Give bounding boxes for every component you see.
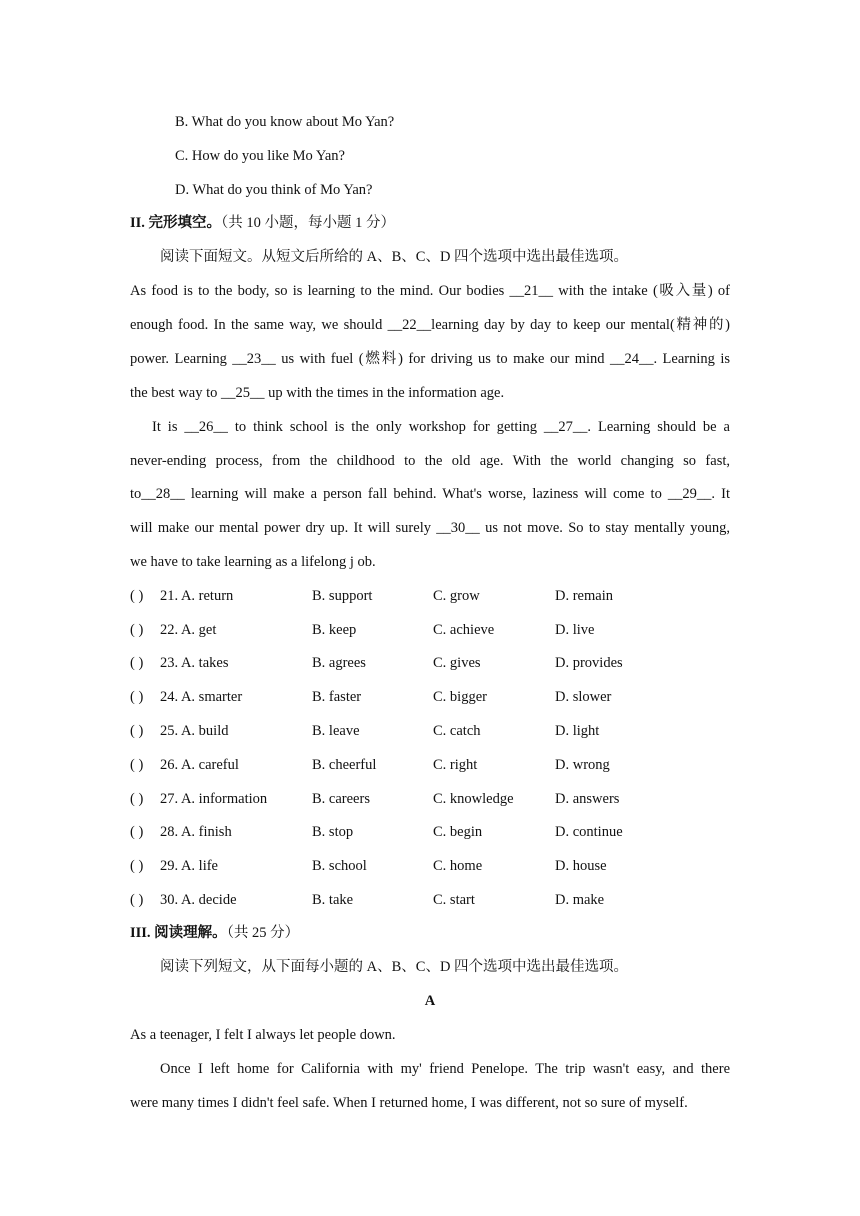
answer-blank[interactable]: ( ): [130, 622, 144, 638]
choice-b: B. stop: [312, 824, 354, 840]
cloze-line-6: never-ending process, from the childhood to the old age. With the world changing so fast,: [130, 453, 730, 469]
choice-c: C. grow: [433, 588, 480, 604]
question-row: [130, 822, 730, 842]
choice-d: D. remain: [555, 588, 613, 604]
choice-b: B. support: [312, 588, 373, 604]
choice-a: 30. A. decide: [160, 892, 237, 908]
cloze-line-9: we have to take learning as a lifelong j ob.: [130, 554, 376, 570]
choice-d: D. provides: [555, 655, 623, 671]
choice-b: B. faster: [312, 689, 362, 705]
choice-a: 29. A. life: [160, 858, 218, 874]
choice-a: 21. A. return: [160, 588, 234, 604]
option-b: B. What do you know about Mo Yan?: [175, 114, 395, 130]
choice-c: C. achieve: [433, 622, 495, 638]
section-2-title: II. 完形填空。: [130, 215, 222, 231]
question-row: [130, 856, 730, 876]
cloze-line-4: the best way to __25__ up with the times in the information age.: [130, 385, 505, 401]
choice-c: C. home: [433, 858, 483, 874]
option-c: C. How do you like Mo Yan?: [175, 148, 345, 164]
choice-d: D. make: [555, 892, 605, 908]
choice-c: C. bigger: [433, 689, 487, 705]
choice-c: C. start: [433, 892, 475, 908]
choice-c: C. begin: [433, 824, 483, 840]
question-row: [130, 620, 730, 640]
choice-d: D. light: [555, 723, 600, 739]
answer-blank[interactable]: ( ): [130, 824, 144, 840]
question-row: [130, 653, 730, 673]
section-3-title: III. 阅读理解。: [130, 925, 227, 941]
answer-blank[interactable]: ( ): [130, 689, 144, 705]
choice-a: 22. A. get: [160, 622, 217, 638]
choice-d: D. live: [555, 622, 595, 638]
question-row: [130, 789, 730, 809]
choice-a: 26. A. careful: [160, 757, 239, 773]
section-3-instruction: 阅读下列短文，从下面每小题的 A、B、C、D 四个选项中选出最佳选项。: [160, 959, 629, 975]
question-row: [130, 890, 730, 910]
section-2-note: （共 10 小题，每小题 1 分）: [221, 215, 396, 231]
choice-d: D. continue: [555, 824, 623, 840]
answer-blank[interactable]: ( ): [130, 757, 144, 773]
choice-b: B. school: [312, 858, 367, 874]
question-row: [130, 687, 730, 707]
cloze-line-5: It is __26__ to think school is the only workshop for getting __27__. Learning should be a: [152, 419, 730, 435]
cloze-line-3: power. Learning __23__ us with fuel (燃料) for driving us to make our mind __24__. Learning is: [130, 351, 730, 367]
passage-line-1: As a teenager, I felt I always let people down.: [130, 1027, 396, 1043]
passage-label: A: [424, 993, 436, 1009]
answer-blank[interactable]: ( ): [130, 791, 144, 807]
cloze-line-1: As food is to the body, so is learning to the mind. Our bodies __21__ with the intake (吸入量) of: [130, 283, 730, 299]
answer-blank[interactable]: ( ): [130, 892, 144, 908]
cloze-line-8: will make our mental power dry up. It will surely __30__ us not move. So to stay mentally young,: [130, 520, 730, 536]
choice-d: D. slower: [555, 689, 612, 705]
choice-c: C. gives: [433, 655, 481, 671]
question-row: [130, 586, 730, 606]
section-2-instruction: 阅读下面短文。从短文后所给的 A、B、C、D 四个选项中选出最佳选项。: [160, 249, 629, 265]
passage-line-2: Once I left home for California with my' friend Penelope. The trip wasn't easy, and there: [160, 1061, 730, 1077]
cloze-line-2: enough food. In the same way, we should __22__learning day by day to keep our mental(精神的): [130, 317, 730, 333]
choice-b: B. leave: [312, 723, 360, 739]
question-row: [130, 721, 730, 741]
answer-blank[interactable]: ( ): [130, 655, 144, 671]
choice-b: B. keep: [312, 622, 357, 638]
choice-c: C. catch: [433, 723, 481, 739]
choice-b: B. cheerful: [312, 757, 377, 773]
passage-line-3: were many times I didn't feel safe. When I returned home, I was different, not so sure of myself.: [130, 1095, 688, 1111]
answer-blank[interactable]: ( ): [130, 588, 144, 604]
choice-b: B. careers: [312, 791, 370, 807]
choice-b: B. agrees: [312, 655, 366, 671]
choice-a: 28. A. finish: [160, 824, 232, 840]
cloze-line-7: to__28__ learning will make a person fall behind. What's worse, laziness will come to __29__. It: [130, 486, 730, 502]
choice-d: D. wrong: [555, 757, 610, 773]
choice-a: 25. A. build: [160, 723, 229, 739]
choice-c: C. right: [433, 757, 478, 773]
section-2-heading: [130, 213, 730, 233]
answer-blank[interactable]: ( ): [130, 858, 144, 874]
answer-blank[interactable]: ( ): [130, 723, 144, 739]
choice-a: 23. A. takes: [160, 655, 229, 671]
section-3-heading: [130, 923, 730, 943]
section-3-note: （共 25 分）: [226, 925, 300, 941]
question-row: [130, 755, 730, 775]
option-d: D. What do you think of Mo Yan?: [175, 182, 373, 198]
choice-c: C. knowledge: [433, 791, 514, 807]
choice-a: 24. A. smarter: [160, 689, 243, 705]
choice-d: D. house: [555, 858, 607, 874]
choice-a: 27. A. information: [160, 791, 268, 807]
choice-d: D. answers: [555, 791, 620, 807]
choice-b: B. take: [312, 892, 354, 908]
